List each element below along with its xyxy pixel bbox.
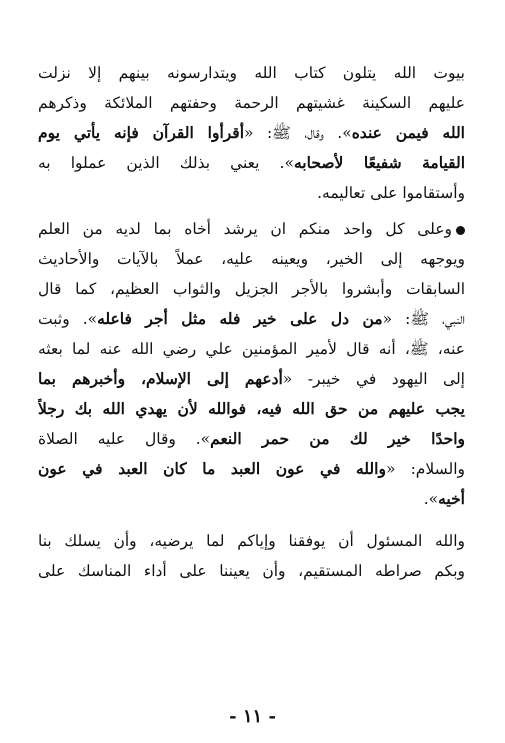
text-line: والسلام: «والله في عون العبد ما كان العبد في عون: [38, 459, 465, 478]
hadith-quote: القيامة شفيعًا لأصحابه: [293, 153, 465, 172]
text-line: عنه، ﷺ، أنه قال لأمير المؤمنين علي رضي الله عنه لما بعثه: [38, 340, 465, 358]
text-line: أخيه».: [423, 489, 465, 508]
text-line: [38, 394, 465, 424]
hadith-quote: من دل على خير فله مثل أجر فاعله: [97, 309, 383, 328]
text-line: واحدًا خير لك من حمر النعم». وقال عليه الصلاة: [38, 429, 465, 448]
text-line: إلى اليهود في خيبر- «أدعهم إلى الإسلام، وأخبرهم بما: [38, 369, 465, 388]
bullet-icon: [456, 226, 465, 235]
text-line: القيامة شفيعًا لأصحابه». يعني بذلك الذين عملوا به: [38, 153, 465, 172]
hadith-quote: أقرأوا القرآن فإنه يأتي يوم: [38, 123, 245, 142]
hadith-quote: الله فيمن عنده: [351, 123, 465, 142]
hadith-quote: والله في عون العبد ما كان العبد في عون: [38, 459, 386, 478]
text-line: وأستقاموا على تعاليمه.: [317, 184, 465, 202]
text-line: والله المسئول أن يوفقنا وإياكم لما يرضيه، وأن يسلك بنا: [38, 532, 465, 550]
page-number: - ١١ -: [229, 706, 276, 727]
hadith-quote: أخيه: [438, 489, 465, 508]
body-text: [38, 58, 465, 586]
hadith-quote: يجب عليهم من حق الله فيه، فوالله لأن يهدي الله بك رجلاً: [38, 399, 465, 418]
text-line: وبكم صراطه المستقيم، وأن يعيننا على أداء المناسك على: [38, 562, 465, 580]
text-line: بيوت الله يتلون كتاب الله ويتدارسونه بينهم إلا نزلت: [38, 64, 465, 82]
text-line: النبي، ﷺ: «من دل على خير فله مثل أجر فاعله». وثبت: [38, 309, 465, 328]
text-line: الله فيمن عنده». وقال، ﷺ: «أقرأوا القرآن فإنه يأتي يوم: [38, 123, 465, 142]
hadith-quote: أدعهم إلى الإسلام، وأخبرهم بما: [38, 369, 283, 388]
text-line: ويوجهه إلى الخير، ويعينه عليه، عملاً بالآيات والأحاديث: [38, 250, 465, 268]
text-line: وعلى كل واحد منكم ان يرشد أخاه بما لديه من العلم: [38, 214, 465, 244]
text-line: السابقات وأبشروا بالأجر الجزيل والثواب العظيم، كما قال: [38, 280, 465, 298]
text-line: عليهم السكينة غشيتهم الرحمة وحفتهم الملائكة وذكرهم: [38, 94, 465, 112]
hadith-quote: واحدًا خير لك من حمر النعم: [210, 429, 465, 448]
